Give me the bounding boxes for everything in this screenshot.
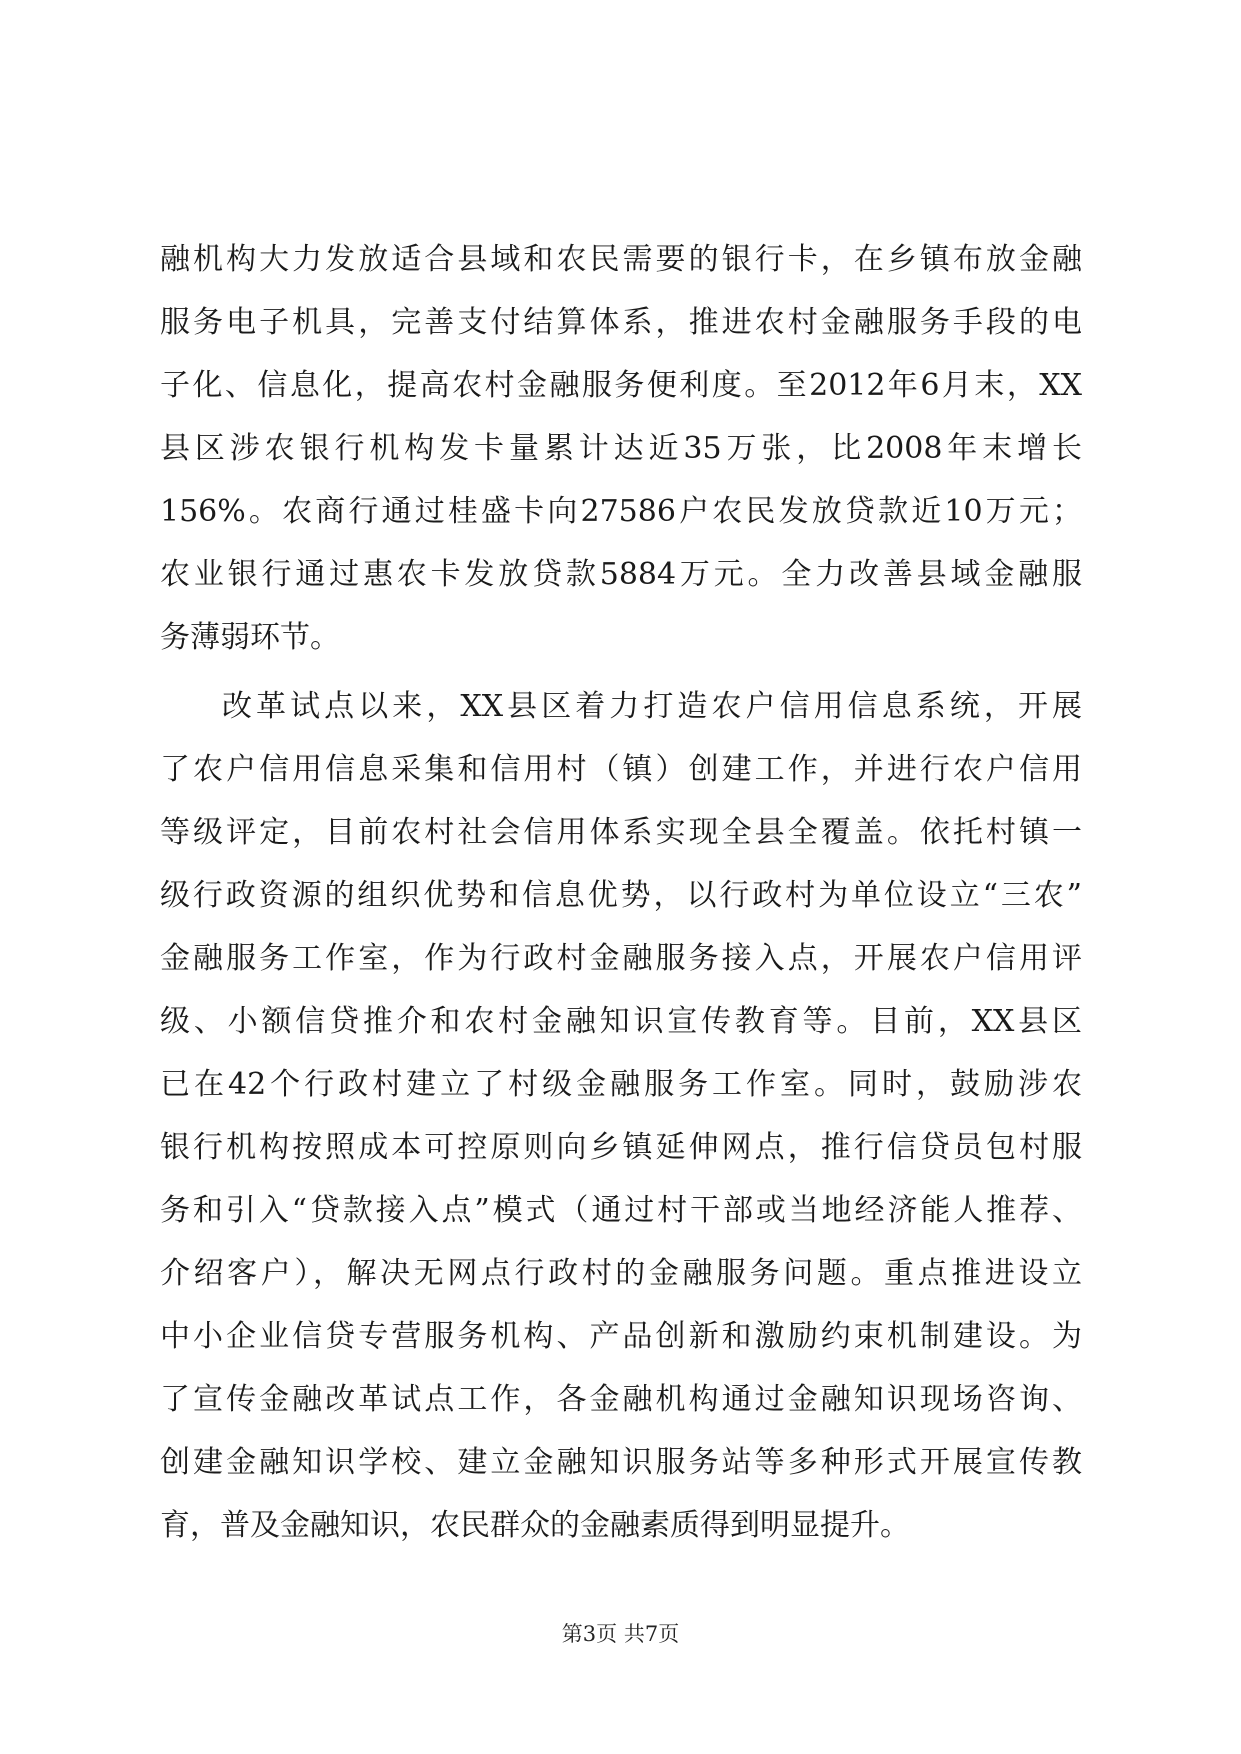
text-line: 金融服务工作室，作为行政村金融服务接入点，开展农户信用评 xyxy=(160,941,1082,976)
text-line: 县区涉农银行机构发卡量累计达近35万张，比2008年末增长 xyxy=(160,431,1082,466)
text-line: 级行政资源的组织优势和信息优势，以行政村为单位设立“三农” xyxy=(160,878,1082,913)
text-line: 子化、信息化，提高农村金融服务便利度。至2012年6月末，XX xyxy=(160,368,1082,403)
text-line: 中小企业信贷专营服务机构、产品创新和激励约束机制建设。为 xyxy=(160,1319,1082,1354)
text-line: 了宣传金融改革试点工作，各金融机构通过金融知识现场咨询、 xyxy=(160,1382,1082,1417)
page-footer xyxy=(0,1620,1241,1648)
text-line: 务和引入“贷款接入点”模式（通过村干部或当地经济能人推荐、 xyxy=(160,1193,1082,1228)
text-line: 服务电子机具，完善支付结算体系，推进农村金融服务手段的电 xyxy=(160,305,1082,340)
text-line: 了农户信用信息采集和信用村（镇）创建工作，并进行农户信用 xyxy=(160,752,1082,787)
text-line: 融机构大力发放适合县域和农民需要的银行卡，在乡镇布放金融 xyxy=(160,242,1082,277)
text-line: 改革试点以来，XX县区着力打造农户信用信息系统，开展 xyxy=(222,689,1082,724)
text-line: 务薄弱环节。 xyxy=(160,620,340,655)
text-line: 育，普及金融知识，农民群众的金融素质得到明显提升。 xyxy=(160,1508,910,1543)
text-line: 156%。农商行通过桂盛卡向27586户农民发放贷款近10万元； xyxy=(160,494,1082,529)
text-line: 农业银行通过惠农卡发放贷款5884万元。全力改善县域金融服 xyxy=(160,557,1082,592)
text-line: 介绍客户），解决无网点行政村的金融服务问题。重点推进设立 xyxy=(160,1256,1082,1291)
text-line: 等级评定，目前农村社会信用体系实现全县全覆盖。依托村镇一 xyxy=(160,815,1082,850)
text-line: 创建金融知识学校、建立金融知识服务站等多种形式开展宣传教 xyxy=(160,1445,1082,1480)
page-number: 第3页 共7页 xyxy=(561,1622,680,1646)
body-text xyxy=(160,228,1082,1557)
text-line: 已在42个行政村建立了村级金融服务工作室。同时，鼓励涉农 xyxy=(160,1067,1082,1102)
text-line: 银行机构按照成本可控原则向乡镇延伸网点，推行信贷员包村服 xyxy=(160,1130,1082,1165)
text-line: 级、小额信贷推介和农村金融知识宣传教育等。目前，XX县区 xyxy=(160,1004,1082,1039)
paragraph-1 xyxy=(160,228,1082,669)
paragraph-2 xyxy=(160,675,1082,1557)
